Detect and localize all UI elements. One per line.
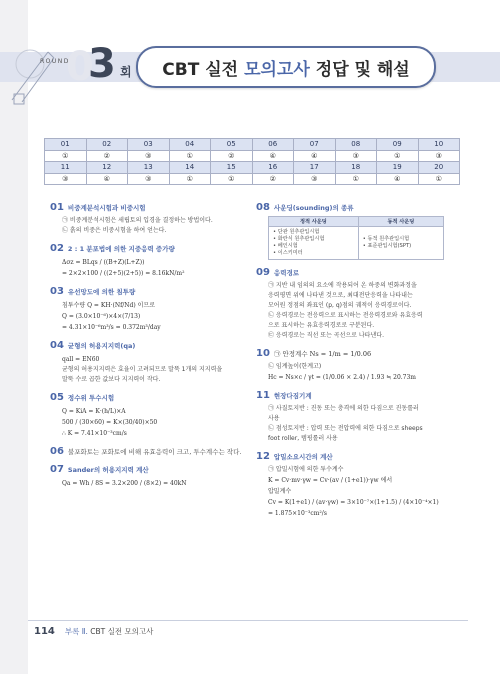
explanation-line: 사용 bbox=[268, 415, 280, 422]
question-title: 압밀소요시간의 계산 bbox=[273, 453, 333, 461]
answer-question-cell: 05 bbox=[211, 139, 253, 151]
title-part-2: 정답 및 해설 bbox=[315, 59, 410, 80]
sounding-static-item: • 단관 원추관입시험 bbox=[273, 229, 320, 235]
question-01 bbox=[50, 202, 250, 236]
answer-key-table bbox=[44, 138, 460, 185]
question-number: 04 bbox=[50, 340, 64, 351]
answer-value-cell: ① bbox=[169, 173, 211, 185]
explanation-line: ㉠ 압밀시험에 의한 투수계수 bbox=[268, 466, 344, 473]
question-08 bbox=[256, 202, 456, 260]
answer-value-cell: ④ bbox=[86, 173, 128, 185]
answer-question-cell: 07 bbox=[294, 139, 336, 151]
question-title: ㉠ 안정계수 Ns = 1/m = 1/0.06 bbox=[273, 350, 372, 358]
answer-value-cell: ③ bbox=[418, 150, 460, 162]
footer-chapter bbox=[65, 626, 154, 637]
formula-line: 침투수량 Q = KH·(Nf/Nd) 이므로 bbox=[62, 302, 156, 309]
answer-value-cell: ① bbox=[418, 173, 460, 185]
answer-question-cell: 01 bbox=[45, 139, 87, 151]
footer-chapter-label: 부록 Ⅱ. bbox=[64, 627, 88, 636]
question-number: 12 bbox=[256, 451, 270, 462]
answer-question-cell: 18 bbox=[335, 162, 377, 174]
formula-line: K = Cv·mv·γw = Cv·(av / (1+e1))·γw 에서 bbox=[268, 477, 393, 484]
answer-question-cell: 20 bbox=[418, 162, 460, 174]
answer-value-row bbox=[45, 150, 460, 162]
answer-value-cell: ① bbox=[211, 173, 253, 185]
right-column bbox=[256, 202, 456, 526]
answer-question-cell: 15 bbox=[211, 162, 253, 174]
answer-question-cell: 11 bbox=[45, 162, 87, 174]
title-box bbox=[136, 46, 436, 88]
answer-question-row bbox=[45, 162, 460, 174]
answer-value-cell: ② bbox=[252, 173, 294, 185]
title-accent: 모의고사 bbox=[244, 59, 310, 80]
page-footer bbox=[34, 626, 153, 637]
explanation-line: 응력평면 위에 나타낸 것으로, 최대전단응력을 나타내는 bbox=[268, 292, 413, 299]
formula-line: Δσz = BLqs / ((B+Z)(L+Z)) bbox=[62, 259, 145, 266]
answer-value-cell: ② bbox=[86, 150, 128, 162]
sounding-static-item: • 이스키미터 bbox=[273, 250, 303, 256]
question-02 bbox=[50, 243, 250, 279]
formula-line: = 1.875×10⁻³cm²/s bbox=[268, 510, 327, 517]
answer-question-cell: 02 bbox=[86, 139, 128, 151]
question-title: 2 : 1 분포법에 의한 지중응력 증가량 bbox=[67, 245, 175, 253]
answer-value-cell: ② bbox=[211, 150, 253, 162]
answer-value-cell: ③ bbox=[128, 173, 170, 185]
answer-question-cell: 06 bbox=[252, 139, 294, 151]
answer-value-cell: ① bbox=[169, 150, 211, 162]
answer-question-cell: 16 bbox=[252, 162, 294, 174]
round-number: 3 bbox=[88, 41, 116, 87]
formula-line: 압밀계수 bbox=[268, 488, 292, 495]
question-number: 10 bbox=[256, 348, 270, 359]
round-suffix: 회 bbox=[120, 65, 132, 79]
question-number: 11 bbox=[256, 390, 270, 401]
question-number: 09 bbox=[256, 267, 270, 278]
sounding-dynamic-header: 동적 사운딩 bbox=[358, 217, 443, 227]
question-11 bbox=[256, 390, 456, 444]
round-indicator bbox=[40, 40, 132, 100]
explanation-line: ㉡ 임계높이(한계고) bbox=[268, 363, 322, 370]
answer-value-cell: ③ bbox=[335, 150, 377, 162]
question-title: 비중계분석시험과 비중시험 bbox=[67, 204, 146, 212]
answer-question-cell: 17 bbox=[294, 162, 336, 174]
question-title: 유선망도에 의한 침투량 bbox=[67, 288, 136, 296]
title-part-1: CBT 실전 bbox=[162, 59, 239, 80]
answer-value-cell: ③ bbox=[294, 173, 336, 185]
sounding-dynamic-cell bbox=[358, 227, 443, 260]
answer-question-cell: 12 bbox=[86, 162, 128, 174]
sounding-static-header: 정적 사운딩 bbox=[269, 217, 359, 227]
question-number: 01 bbox=[50, 202, 64, 213]
answer-question-cell: 03 bbox=[128, 139, 170, 151]
question-number: 03 bbox=[50, 286, 64, 297]
page-number: 114 bbox=[34, 626, 55, 637]
answer-question-cell: 19 bbox=[377, 162, 419, 174]
formula-line: ∴ K = 7.41×10⁻³cm/s bbox=[62, 430, 127, 437]
answer-question-cell: 09 bbox=[377, 139, 419, 151]
formula-line: 500 / (30×60) = K×(30/40)×50 bbox=[62, 419, 158, 426]
sounding-static-item: • 화란식 원추관입시험 bbox=[273, 236, 325, 242]
explanation-line: ㉡ 응력경로는 전응력으로 표시하는 전응력경로와 유효응력 bbox=[268, 312, 423, 319]
question-04 bbox=[50, 340, 250, 385]
left-column bbox=[50, 202, 250, 496]
sounding-static-cell bbox=[269, 227, 359, 260]
answer-question-cell: 10 bbox=[418, 139, 460, 151]
answer-question-cell: 04 bbox=[169, 139, 211, 151]
explanation-line: 말뚝 수로 곱한 값보다 지지력이 작다. bbox=[62, 376, 161, 383]
explanation-line: 균형의 허용지지력은 효율이 고려되므로 말뚝 1개의 지지력을 bbox=[62, 366, 223, 373]
question-03 bbox=[50, 286, 250, 333]
round-ghost-number: 0 bbox=[66, 44, 94, 90]
question-number: 02 bbox=[50, 243, 64, 254]
answer-question-row bbox=[45, 139, 460, 151]
explanation-line: ㉠ 지반 내 임의의 요소에 작용되어 온 하중의 변화과정을 bbox=[268, 282, 417, 289]
formula-line: Q = KiA = K·(h/L)×A bbox=[62, 408, 126, 415]
explanation-line: foot roller, 템핑롤러 사용 bbox=[268, 435, 338, 442]
answer-value-cell: ① bbox=[45, 150, 87, 162]
explanation-line: ㉡ 점성토지반 : 압력 또는 전압력에 의한 다짐으로 sheeps bbox=[268, 425, 423, 432]
explanation-line: ㉠ 비중계분석시험은 세립토의 입경을 결정하는 방법이다. bbox=[62, 217, 213, 224]
footer-section-label: CBT 실전 모의고사 bbox=[90, 627, 154, 636]
answer-value-cell: ③ bbox=[128, 150, 170, 162]
answer-value-cell: ④ bbox=[294, 150, 336, 162]
explanation-line: ㉢ 응력경로는 직선 또는 곡선으로 나타낸다. bbox=[268, 332, 384, 339]
footer-divider bbox=[28, 620, 468, 621]
explanation-line: ㉡ 흙의 비중은 비중시험을 하여 얻는다. bbox=[62, 227, 167, 234]
question-07 bbox=[50, 464, 250, 489]
formula-line: Q = (3.0×10⁻⁶)×4×(7/13) bbox=[62, 313, 141, 320]
answer-question-cell: 08 bbox=[335, 139, 377, 151]
question-05 bbox=[50, 392, 250, 439]
formula-line: = 4.31×10⁻⁶m³/s = 0.372m³/day bbox=[62, 324, 161, 331]
explanation-line: 모어원 정점의 좌표인 (p, q)점의 궤적이 응력경로이다. bbox=[268, 302, 412, 309]
formula-line: qall = EN60 bbox=[62, 356, 100, 363]
question-title: 정수위 투수시험 bbox=[67, 394, 115, 402]
question-title: 응력경로 bbox=[273, 269, 300, 277]
answer-question-cell: 13 bbox=[128, 162, 170, 174]
answer-value-cell: ④ bbox=[252, 150, 294, 162]
answer-value-cell: ① bbox=[335, 173, 377, 185]
answer-question-cell: 14 bbox=[169, 162, 211, 174]
answer-value-row bbox=[45, 173, 460, 185]
answer-value-cell: ③ bbox=[45, 173, 87, 185]
explanation-line: 으로 표시하는 유효응력경로로 구분된다. bbox=[268, 322, 375, 329]
question-12 bbox=[256, 451, 456, 519]
formula-line: = 2×2×100 / ((2+5)(2+5)) = 8.16kN/m² bbox=[62, 270, 185, 277]
question-06 bbox=[50, 446, 250, 457]
question-title: 균형의 허용지지력(qa) bbox=[67, 342, 136, 350]
question-number: 08 bbox=[256, 202, 270, 213]
sounding-dynamic-item: • 표준관입시험(SPT) bbox=[362, 243, 412, 249]
question-title: 불포화토는 포화토에 비해 유효응력이 크고, 투수계수는 작다. bbox=[67, 448, 242, 456]
question-title: Sander의 허용지지력 계산 bbox=[67, 466, 149, 474]
question-title: 사운딩(sounding)의 종류 bbox=[273, 204, 354, 212]
question-number: 07 bbox=[50, 464, 64, 475]
page-title bbox=[138, 48, 434, 86]
sounding-dynamic-item: • 동적 원추관입시험 bbox=[362, 236, 410, 242]
question-number: 06 bbox=[50, 446, 64, 457]
sounding-static-item: • 베인시험 bbox=[273, 243, 298, 249]
question-title: 현장다짐기계 bbox=[273, 392, 312, 400]
answer-value-cell: ① bbox=[377, 150, 419, 162]
formula-line: Hc = Ns×c / γt = (1/0.06 × 2.4) / 1.93 ≒ 20.73m bbox=[268, 374, 416, 381]
question-09 bbox=[256, 267, 456, 341]
formula-line: Qa = Wh / 8S = 3.2×200 / (8×2) = 40kN bbox=[62, 480, 187, 487]
sounding-table bbox=[268, 216, 444, 260]
question-number: 05 bbox=[50, 392, 64, 403]
round-label: ROUND bbox=[40, 58, 70, 65]
question-10 bbox=[256, 348, 456, 383]
explanation-line: ㉠ 사질토지반 : 진동 또는 충격에 의한 다짐으로 진동롤러 bbox=[268, 405, 419, 412]
answer-value-cell: ④ bbox=[377, 173, 419, 185]
formula-line: Cv = K(1+e1) / (av·γw) = 3×10⁻⁷×(1+1.5) / (4×10⁻⁴×1) bbox=[268, 499, 439, 506]
